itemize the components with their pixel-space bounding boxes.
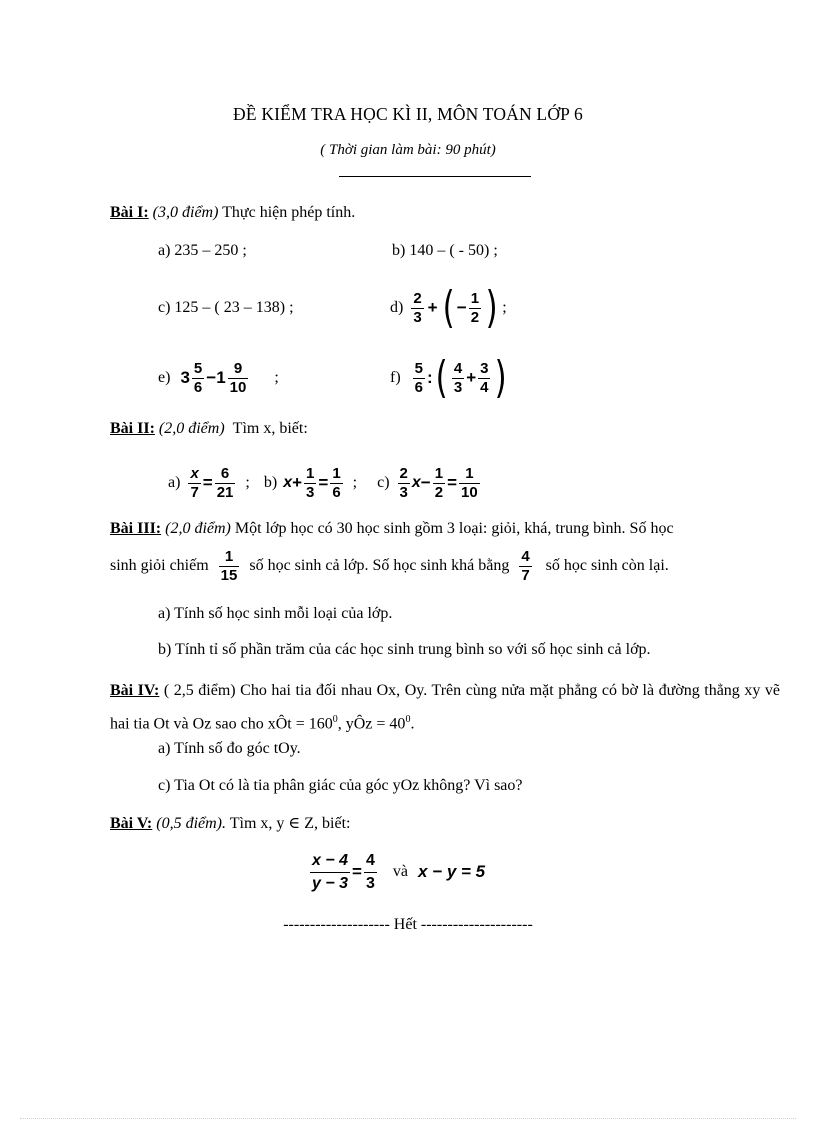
bai5-points: (0,5 điểm).	[156, 815, 227, 832]
bai4-c: c) Tia Ot có là tia phân giác của góc yOz không? Vì sao?	[158, 777, 523, 794]
bai2-a-label: a)	[168, 474, 181, 491]
denominator: y − 3	[310, 872, 350, 895]
bai2-heading	[110, 420, 308, 438]
numerator: 6	[220, 464, 230, 482]
exam-title: ĐỀ KIỂM TRA HỌC KÌ II, MÔN TOÁN LỚP 6	[233, 104, 583, 124]
numerator: 1	[465, 464, 474, 482]
numerator: x	[190, 464, 199, 482]
numerator: 5	[193, 359, 203, 377]
fraction	[304, 465, 316, 502]
fraction	[411, 290, 423, 327]
numerator: 4	[521, 547, 530, 565]
bai2-a: a) $\frac{x}{7}$ = $\frac{6}{21}$ ; b) x + $\frac{1}{3}$ = $\frac{1}{6}$ ; c) $\frac{2}{3}$ x − $\frac{1}{2}$ = $\frac{1}{10}$	[168, 464, 478, 501]
bai3-label: Bài III:	[110, 520, 162, 537]
bai5-heading	[110, 813, 350, 833]
numerator: x − 4	[312, 851, 349, 869]
fraction	[219, 548, 240, 585]
bai1-e-label: e)	[158, 369, 171, 386]
page-bottom-border	[20, 1118, 796, 1119]
bai3-text2c: số học sinh còn lại.	[545, 557, 669, 574]
fraction	[215, 465, 236, 502]
bai2-text: Tìm x, biết:	[232, 420, 308, 437]
fraction	[188, 465, 200, 502]
denominator: 15	[220, 566, 238, 584]
denominator: 6	[332, 483, 341, 501]
bai1-b: b) 140 – ( - 50) ;	[392, 242, 498, 259]
numerator: 1	[434, 464, 444, 482]
fraction	[413, 360, 425, 397]
bai4-label: Bài IV:	[110, 682, 160, 699]
bai2-c-label: c)	[377, 474, 390, 491]
fraction	[478, 360, 490, 397]
degree-sign: 0	[405, 714, 411, 725]
bai5-label: Bài V:	[110, 815, 153, 832]
numerator: 1	[470, 289, 480, 307]
fraction	[433, 465, 445, 502]
denominator: 6	[414, 378, 423, 396]
bai4-text: ( 2,5 điểm) Cho hai tia đối nhau Ox, Oy. Trên cùng nửa mặt phẳng có bờ là đường thẳng xy vẽ hai tia Ot và Oz sao cho xÔt = 160	[110, 682, 781, 733]
bai1-f: f) $\frac{5}{6}$ : ( $\frac{4}{3}$ + $\frac{3}{4}$ )	[390, 352, 508, 403]
bai4-mid: , yÔz = 40	[337, 715, 406, 733]
denominator: 3	[453, 378, 463, 396]
bai3-b: b) Tính tỉ số phần trăm của các học sinh trung bình so với số học sinh cả lớp.	[158, 641, 651, 658]
bai1-label: Bài I:	[110, 204, 149, 221]
denominator: 2	[434, 483, 444, 501]
exam-duration: ( Thời gian làm bài: 90 phút)	[320, 142, 496, 158]
denominator: 3	[306, 483, 315, 501]
bai5-and: và	[392, 863, 408, 880]
bai4-a: a) Tính số đo góc tOy.	[158, 740, 301, 757]
bai4-end: .	[410, 715, 415, 733]
fraction	[192, 360, 204, 397]
denominator: 3	[399, 483, 408, 501]
bai2-label: Bài II:	[110, 420, 155, 437]
fraction	[452, 360, 464, 397]
variable: x	[411, 474, 421, 491]
numerator: 1	[224, 547, 234, 565]
numerator: 2	[413, 289, 422, 307]
title-underline	[339, 176, 531, 177]
denominator: 3	[413, 308, 422, 326]
bai5-condition: x − y = 5	[417, 862, 486, 881]
fraction	[310, 850, 350, 895]
fraction	[364, 850, 377, 895]
fraction	[228, 360, 249, 397]
end-marker: -------------------- Hết ---------------------	[283, 916, 533, 933]
numerator: 9	[233, 359, 243, 377]
fraction	[459, 465, 480, 502]
numerator: 4	[365, 851, 375, 869]
denominator: 4	[480, 378, 489, 396]
fraction	[469, 290, 481, 327]
numerator: 1	[306, 464, 315, 482]
bai1-c: c) 125 – ( 23 – 138) ;	[158, 299, 294, 316]
degree-sign: 0	[332, 714, 338, 725]
numerator: 5	[414, 359, 423, 377]
whole-number: 3	[180, 368, 190, 387]
bai5-equation: $\frac{x - 4}{y - 3}$ = $\frac{4}{3}$ và x − y = 5	[308, 846, 485, 898]
bai3-a: a) Tính số học sinh mỗi loại của lớp.	[158, 605, 393, 622]
numerator: 3	[480, 359, 489, 377]
fraction	[398, 465, 410, 502]
denominator: 2	[470, 308, 480, 326]
bai3-line1	[110, 520, 674, 538]
bai2-b-label: b)	[263, 474, 278, 491]
bai3-text1: Một lớp học có 30 học sinh gồm 3 loại: giỏi, khá, trung bình. Số học	[234, 520, 674, 537]
numerator: 2	[399, 464, 408, 482]
bai1-d-end: ;	[502, 299, 507, 316]
bai1-d-label: d)	[390, 299, 404, 316]
separator: ;	[352, 474, 358, 491]
bai1-d: d) $\frac{2}{3}$ + ( − $\frac{1}{2}$ ) ;	[390, 282, 507, 333]
bai3-text2a: sinh giỏi chiếm	[110, 557, 209, 574]
bai2-points: (2,0 điểm)	[158, 420, 225, 437]
bai3-text2b: số học sinh cả lớp. Số học sinh khá bằng	[249, 557, 510, 574]
fraction	[519, 548, 531, 585]
bai1-e: e) 3 $\frac{5}{6}$ − 1 $\frac{9}{10}$ ;	[158, 359, 279, 396]
denominator: 10	[461, 483, 478, 501]
variable: x	[283, 474, 293, 491]
numerator: 1	[332, 464, 341, 482]
denominator: 6	[193, 378, 203, 396]
bai1-text: Thực hiện phép tính.	[222, 204, 356, 221]
denominator: 3	[364, 872, 377, 895]
bai1-a: a) 235 – 250 ;	[158, 242, 247, 259]
separator: ;	[245, 474, 250, 491]
denominator: 7	[190, 483, 199, 501]
bai1-e-end: ;	[274, 369, 279, 386]
bai1-heading	[110, 204, 355, 222]
numerator: 4	[453, 359, 463, 377]
bai3-line2	[110, 544, 669, 588]
bai1-f-label: f)	[390, 369, 401, 386]
bai3-points: (2,0 điểm)	[165, 520, 231, 537]
bai1-points: (3,0 điểm)	[152, 204, 219, 221]
denominator: 21	[216, 483, 234, 501]
denominator: 7	[521, 566, 530, 584]
fraction	[330, 465, 342, 502]
denominator: 10	[229, 378, 247, 396]
bai5-text: Tìm x, y ∈ Z, biết:	[229, 815, 351, 832]
bai4-paragraph	[110, 676, 780, 738]
whole-number: 1	[216, 368, 226, 387]
